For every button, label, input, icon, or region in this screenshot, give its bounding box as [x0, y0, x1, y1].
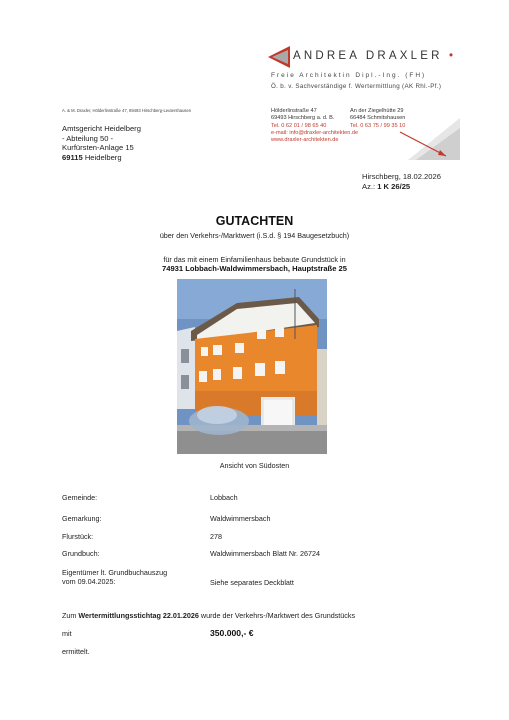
date-line: Hirschberg, 18.02.2026: [362, 172, 441, 181]
detail-value-flurstueck: 278: [210, 532, 222, 541]
detail-label-gemarkung: Gemarkung:: [62, 514, 102, 523]
contact-website-link[interactable]: www.draxler-architekten.de: [271, 137, 339, 144]
brand-profession: Freie Architektin Dipl.-Ing. (FH): [271, 72, 427, 79]
contact-city: 69493 Hirschberg a. d. B.: [271, 115, 335, 122]
detail-value-grundbuch: Waldwimmersbach Blatt Nr. 26724: [210, 549, 320, 558]
detail-value-gemarkung: Waldwimmersbach: [210, 514, 271, 523]
object-description: für das mit einem Einfamilienhaus bebaute Grundstück in: [163, 255, 346, 264]
valuation-suffix: wurde der Verkehrs-/Marktwert des Grundstücks: [200, 611, 356, 620]
recipient-line2: - Abteilung 50 -: [62, 133, 114, 143]
sender-line: A. & M. Draxler, Hölderlinstraße 47, 69493 Hirschberg-Leutershausen: [62, 108, 192, 113]
owner-label-line2: vom 09.04.2025:: [62, 576, 116, 586]
contact-office-hirschberg: [271, 108, 358, 144]
house-photo: [177, 279, 327, 454]
contact-phone: Tel. 0 63 75 / 99 35 10: [350, 122, 406, 129]
owner-value: Siehe separates Deckblatt: [210, 578, 294, 587]
recipient-city-line: [62, 153, 141, 163]
contact-email-link[interactable]: e-mail: info@draxler-architekten.de: [271, 129, 359, 136]
brand-qualification: Ö. b. v. Sachverständige f. Wertermittlung (AK Rhl.-Pf.): [271, 83, 442, 90]
object-address: 74931 Lobbach-Waldwimmersbach, Hauptstraße 25: [162, 264, 347, 273]
recipient-zip: 69115: [62, 152, 83, 162]
owner-label-line1: Eigentümer lt. Grundbuchauszug: [62, 568, 168, 577]
logo-arrow-icon: [268, 46, 290, 68]
valuation-amount: 350.000,- €: [210, 628, 254, 638]
reference-line: [362, 182, 441, 192]
contact-street: An der Ziegelhütte 29: [350, 108, 404, 114]
brand-name: ANDREA DRAXLER •: [293, 50, 457, 62]
document-subtitle: über den Verkehrs-/Marktwert (i.S.d. § 194 Baugesetzbuch): [159, 231, 350, 240]
contact-phone: Tel. 0 62 01 / 98 65 40: [271, 122, 327, 129]
recipient-city: Heidelberg: [84, 152, 122, 162]
detail-label-gemeinde: Gemeinde:: [62, 493, 98, 502]
valuation-ermittelt: ermittelt.: [62, 647, 90, 656]
brand-dot: •: [449, 50, 457, 62]
recipient-address: [62, 124, 141, 162]
valuation-stichtag: Wertermittlungsstichtag 22.01.2026: [78, 611, 199, 620]
detail-value-gemeinde: Lobbach: [210, 493, 238, 502]
recipient-line3: Kurfürsten-Anlage 15: [62, 143, 134, 153]
contact-street: Hölderlinstraße 47: [271, 108, 317, 114]
reference-number: 1 K 26/25: [377, 181, 411, 191]
contact-city: 66484 Schmitshausen: [350, 115, 406, 122]
photo-caption: Ansicht von Südosten: [219, 461, 290, 470]
valuation-sentence: [62, 611, 355, 620]
triangle-logo-icon: [398, 112, 462, 164]
detail-label-grundbuch: Grundbuch:: [62, 549, 100, 558]
owner-label: [62, 569, 167, 586]
date-reference-block: [362, 172, 441, 191]
document-title: GUTACHTEN: [215, 214, 294, 228]
detail-label-flurstueck: Flurstück:: [62, 532, 94, 541]
recipient-line1: Amtsgericht Heidelberg: [62, 124, 141, 133]
reference-label: Az.:: [362, 181, 376, 191]
valuation-prefix: Zum: [62, 611, 77, 620]
valuation-mit: mit: [62, 629, 72, 638]
